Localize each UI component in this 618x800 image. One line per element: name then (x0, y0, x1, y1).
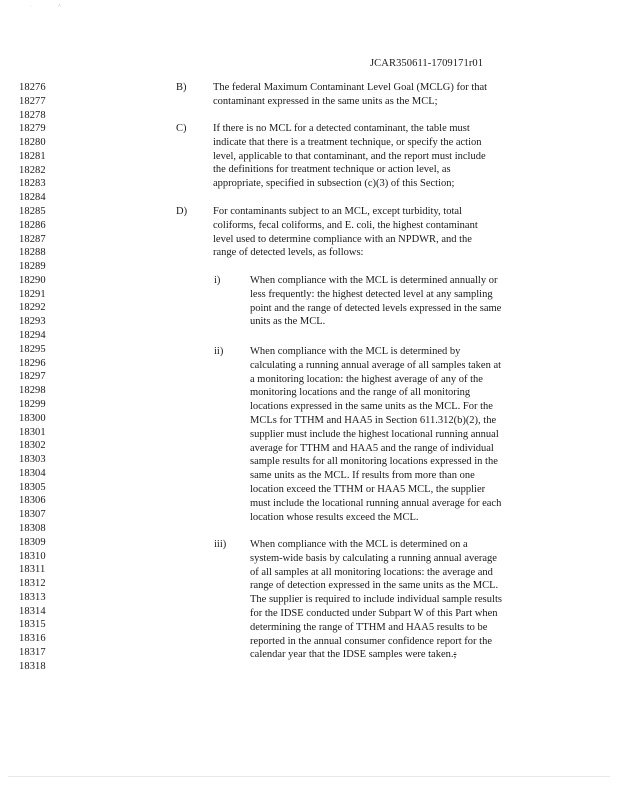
line-number: 18307 (19, 509, 46, 521)
item-d-label: D) (176, 206, 188, 217)
line-number: 18309 (19, 536, 46, 548)
item-b-line: contaminant expressed in the same units as the MCL; (213, 95, 438, 107)
line-number: 18289 (19, 261, 46, 273)
document-id: JCAR350611-1709171r01 (370, 58, 484, 69)
item-d-iii-line: determining the range of TTHM and HAA5 results to be (250, 621, 488, 633)
item-d-i-label: i) (214, 275, 221, 286)
item-d-i-line: point and the range of detected levels expressed in the same (250, 302, 502, 314)
item-d-ii-line: sample results for all monitoring locations expressed in the (250, 456, 498, 468)
item-d-iii-line: The supplier is required to include individual sample results (250, 594, 502, 606)
item-d-ii-line: supplier must include the highest locational running annual (250, 428, 499, 440)
item-d-i-line: When compliance with the MCL is determined annually or (250, 275, 498, 286)
item-b-line: The federal Maximum Contaminant Level Goal (MCLG) for that (213, 82, 488, 93)
line-number: 18280 (19, 137, 46, 149)
item-c-label: C) (176, 123, 187, 134)
line-number: 18281 (19, 150, 46, 162)
item-d-iii-line: range of detection expressed in the same units as the MCL. (250, 580, 499, 592)
line-number: 18300 (19, 412, 46, 424)
item-d-ii-line: location exceed the TTHM or HAA5 MCL, the supplier (250, 483, 486, 495)
line-number: 18283 (19, 178, 46, 190)
item-d-i-line: units as the MCL. (250, 316, 326, 328)
item-d-ii-line: monitoring locations and the range of all monitoring (250, 387, 471, 399)
item-d-ii-label: ii) (214, 346, 224, 357)
item-d-ii-line: MCLs for TTHM and HAA5 in Section 611.312(b)(2), the (250, 414, 497, 426)
line-number: 18318 (19, 660, 46, 672)
line-number: 18302 (19, 440, 46, 452)
item-c-line: indicate that there is a treatment technique, or specify the action (213, 136, 482, 148)
line-number: 18310 (19, 550, 46, 562)
item-d-ii-line: locations expressed in the same units as the MCL. For the (250, 401, 493, 413)
line-number: 18288 (19, 247, 46, 259)
line-number: 18305 (19, 481, 46, 493)
item-d-iii-line: system-wide basis by calculating a running annual average (250, 552, 497, 564)
line-number: 18295 (19, 343, 46, 355)
item-d-iii-line: of all samples at all monitoring locations: the average and (250, 566, 493, 578)
line-number: 18285 (19, 206, 46, 218)
line-number: 18293 (19, 316, 46, 328)
line-number: 18315 (19, 619, 46, 631)
item-d-iii-line: reported in the annual consumer confidence report for the (250, 635, 492, 647)
item-d-ii-line: must include the locational running annual average for each (250, 497, 502, 509)
bottom-rule (8, 776, 610, 777)
item-b-text (213, 81, 487, 109)
item-b-label: B) (176, 82, 187, 93)
item-d-ii-line: same units as the MCL. If results from more than one (250, 470, 475, 482)
struck-semicolon: ; (453, 649, 457, 661)
scan-mark-right: ^ (58, 4, 61, 10)
line-number: 18290 (19, 274, 46, 286)
item-d-iii-label: iii) (214, 539, 227, 550)
item-d-ii-line: a monitoring location: the highest average of any of the (250, 373, 483, 385)
line-number: 18299 (19, 398, 46, 410)
item-d-ii-line: When compliance with the MCL is determined by (250, 346, 461, 357)
line-number: 18287 (19, 233, 46, 245)
line-number: 18286 (19, 219, 46, 231)
line-number: 18304 (19, 467, 46, 479)
line-number: 18296 (19, 357, 46, 369)
item-d-line: range of detected levels, as follows: (213, 247, 364, 259)
item-c-line: level, applicable to that contaminant, and the report must include (213, 150, 486, 162)
line-number: 18314 (19, 605, 46, 617)
item-d-ii-line: average for TTHM and HAA5 and the range of individual (250, 442, 494, 454)
line-number: 18317 (19, 646, 46, 658)
item-d-i-line: less frequently: the highest detected level at any sampling (250, 288, 493, 300)
line-number: 18297 (19, 371, 46, 383)
item-d-i-text (250, 274, 501, 329)
line-number: 18313 (19, 591, 46, 603)
line-number: 18282 (19, 164, 46, 176)
line-number: 18308 (19, 522, 46, 534)
inserted-period: . (450, 649, 454, 661)
item-d-line: coliforms, fecal coliforms, and E. coli, the highest contaminant (213, 219, 478, 231)
line-number: 18301 (19, 426, 46, 438)
item-d-iii-last-line (250, 648, 502, 662)
item-d-ii-text (250, 345, 501, 524)
line-number: 18303 (19, 454, 46, 466)
line-number: 18284 (19, 192, 46, 204)
line-number: 18311 (19, 564, 46, 576)
item-c-line: appropriate, specified in subsection (c)(3) of this Section; (213, 178, 455, 190)
item-d-iii-line: When compliance with the MCL is determined on a (250, 539, 468, 550)
item-d-ii-line: location whose results exceed the MCL. (250, 511, 419, 523)
line-number: 18316 (19, 633, 46, 645)
line-number: 18292 (19, 302, 46, 314)
line-number: 18294 (19, 330, 46, 342)
item-c-line: If there is no MCL for a detected contaminant, the table must (213, 123, 470, 134)
line-number: 18276 (19, 82, 46, 93)
line-number: 18291 (19, 288, 46, 300)
item-d-iii-line: for the IDSE conducted under Subpart W of this Part when (250, 607, 498, 619)
item-d-line: For contaminants subject to an MCL, except turbidity, total (213, 206, 462, 217)
line-number: 18277 (19, 95, 46, 107)
line-number: 18279 (19, 123, 46, 135)
scan-mark-left: · (30, 4, 32, 10)
line-number: 18312 (19, 578, 46, 590)
line-number: 18278 (19, 109, 46, 121)
item-d-iii-line: calendar year that the IDSE samples were taken (250, 649, 451, 661)
item-d-iii-text (250, 538, 502, 662)
line-number: 18306 (19, 495, 46, 507)
item-d-line: level used to determine compliance with an NPDWR, and the (213, 233, 472, 245)
item-d-ii-line: calculating a running annual average of all samples taken at (250, 359, 502, 371)
line-number: 18298 (19, 385, 46, 397)
item-d-text (213, 205, 478, 260)
item-c-line: the definitions for treatment technique or action level, as (213, 164, 451, 176)
item-c-text (213, 122, 486, 191)
